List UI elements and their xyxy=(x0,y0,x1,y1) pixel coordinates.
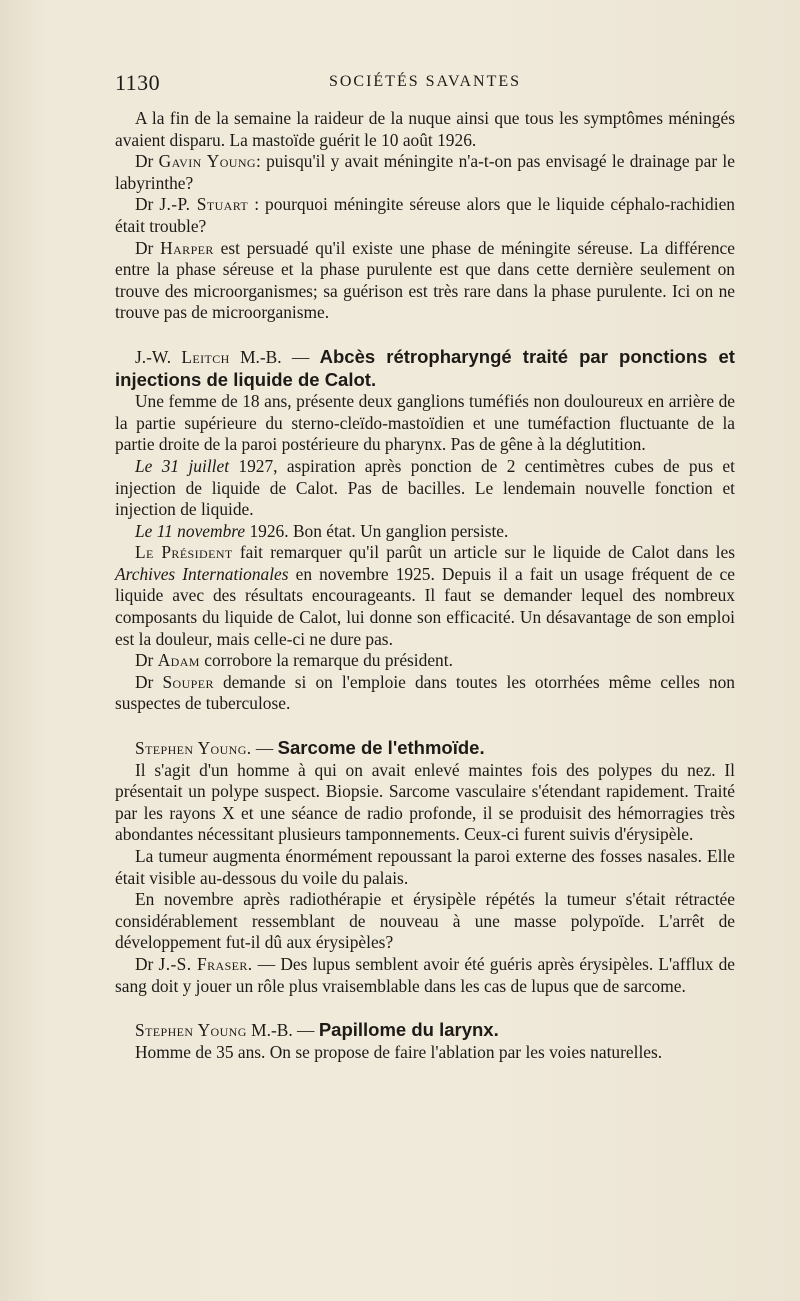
paragraph: En novembre après radiothérapie et érysipèle répétés la tumeur s'était rétractée considérablement ressemblant de nouveau à une masse polypoïde. L'arrêt de développement fut-il dû aux érysipèles? xyxy=(115,889,735,953)
article-heading: Stephen Young M.-B. — Papillome du larynx. xyxy=(135,1019,499,1041)
paragraph: Dr Souper demande si on l'emploie dans toutes les otorrhées même celles non suspectes de tuberculose. xyxy=(115,671,735,714)
paragraph: Dr Adam corrobore la remarque du président. xyxy=(135,650,453,671)
paragraph: Dr Harper est persuadé qu'il existe une phase de méningite séreuse. La différence entre la phase séreuse et la phase purulente est que dans cette dernière seulement on trouve des microorganismes; sa guérison est très rare dans la phase purulente. Ici on ne trouve pas de microorganisme. xyxy=(115,237,735,323)
paragraph: Dr J.-P. Stuart : pourquoi méningite séreuse alors que le liquide céphalo-rachidien était trouble? xyxy=(115,194,735,236)
paragraph: Homme de 35 ans. On se propose de faire l'ablation par les voies naturelles. xyxy=(135,1041,663,1062)
article-title: Abcès rétropharyngé traité par ponctions et injections de liquide de Calot. xyxy=(115,345,735,390)
article-heading: Stephen Young. — Sarcome de l'ethmoïde. xyxy=(135,737,485,759)
paragraph: Le Président fait remarquer qu'il parût un article sur le liquide de Calot dans les Archives Internationales en novembre 1925. Depuis il a fait un usage fréquent de ce liquide avec des résultats encourageants. Il faut se demander lequel des nombreux composants du liquide de Calot, lui donne son efficacité. Un désavantage de son emploi est la douleur, mais celle-ci ne dure pas. xyxy=(115,542,735,649)
page-body xyxy=(115,108,735,1063)
article-title: Papillome du larynx. xyxy=(318,1019,499,1041)
paragraph: Une femme de 18 ans, présente deux ganglions tuméfiés non douloureux en arrière de la partie supérieure du sterno-cleïdo-mastoïdien et une tuméfaction fluctuante de la partie droite de la paroi postérieure du pharynx. Pas de gêne à la déglutition. xyxy=(115,391,735,455)
article-title: Sarcome de l'ethmoïde. xyxy=(277,737,485,759)
paragraph: A la fin de la semaine la raideur de la nuque ainsi que tous les symptômes méningés avaient disparu. La mastoïde guérit le 10 août 1926. xyxy=(115,108,735,150)
paragraph: Le 11 novembre 1926. Bon état. Un ganglion persiste. xyxy=(135,520,509,541)
running-head: SOCIÉTÉS SAVANTES xyxy=(328,73,522,90)
paragraph: Dr J.-S. Fraser. — Des lupus semblent avoir été guéris après érysipèles. L'afflux de sang doit y jouer un rôle plus vraisemblable dans les cas de lupus que de sarcome. xyxy=(115,953,735,996)
article-heading: J.-W. Leitch M.-B. — Abcès rétropharyngé traité par ponctions et injections de liquide de Calot. xyxy=(115,345,735,390)
paragraph: Il s'agit d'un homme à qui on avait enlevé maintes fois des polypes du nez. Il présentait un polype suspect. Biopsie. Sarcome vasculaire s'étendant rapidement. Traité par les rayons X et une séance de radio profonde, il se produisit des hémorragies très abondantes nécessitant plusieurs tamponnements. Ceux-ci furent suivis d'érysipèle. xyxy=(115,759,735,845)
paragraph: La tumeur augmenta énormément repoussant la paroi externe des fosses nasales. Elle était visible au-dessous du voile du palais. xyxy=(115,846,735,888)
paragraph: Dr Gavin Young: puisqu'il y avait méningite n'a-t-on pas envisagé le drainage par le labyrinthe? xyxy=(115,151,735,193)
page-header xyxy=(115,70,735,100)
page-number: 1130 xyxy=(115,70,161,95)
paragraph: Le 31 juillet 1927, aspiration après ponction de 2 centimètres cubes de pus et injection de liquide de Calot. Pas de bacilles. Le lendemain nouvelle fonction et injection de liquide. xyxy=(115,455,735,520)
